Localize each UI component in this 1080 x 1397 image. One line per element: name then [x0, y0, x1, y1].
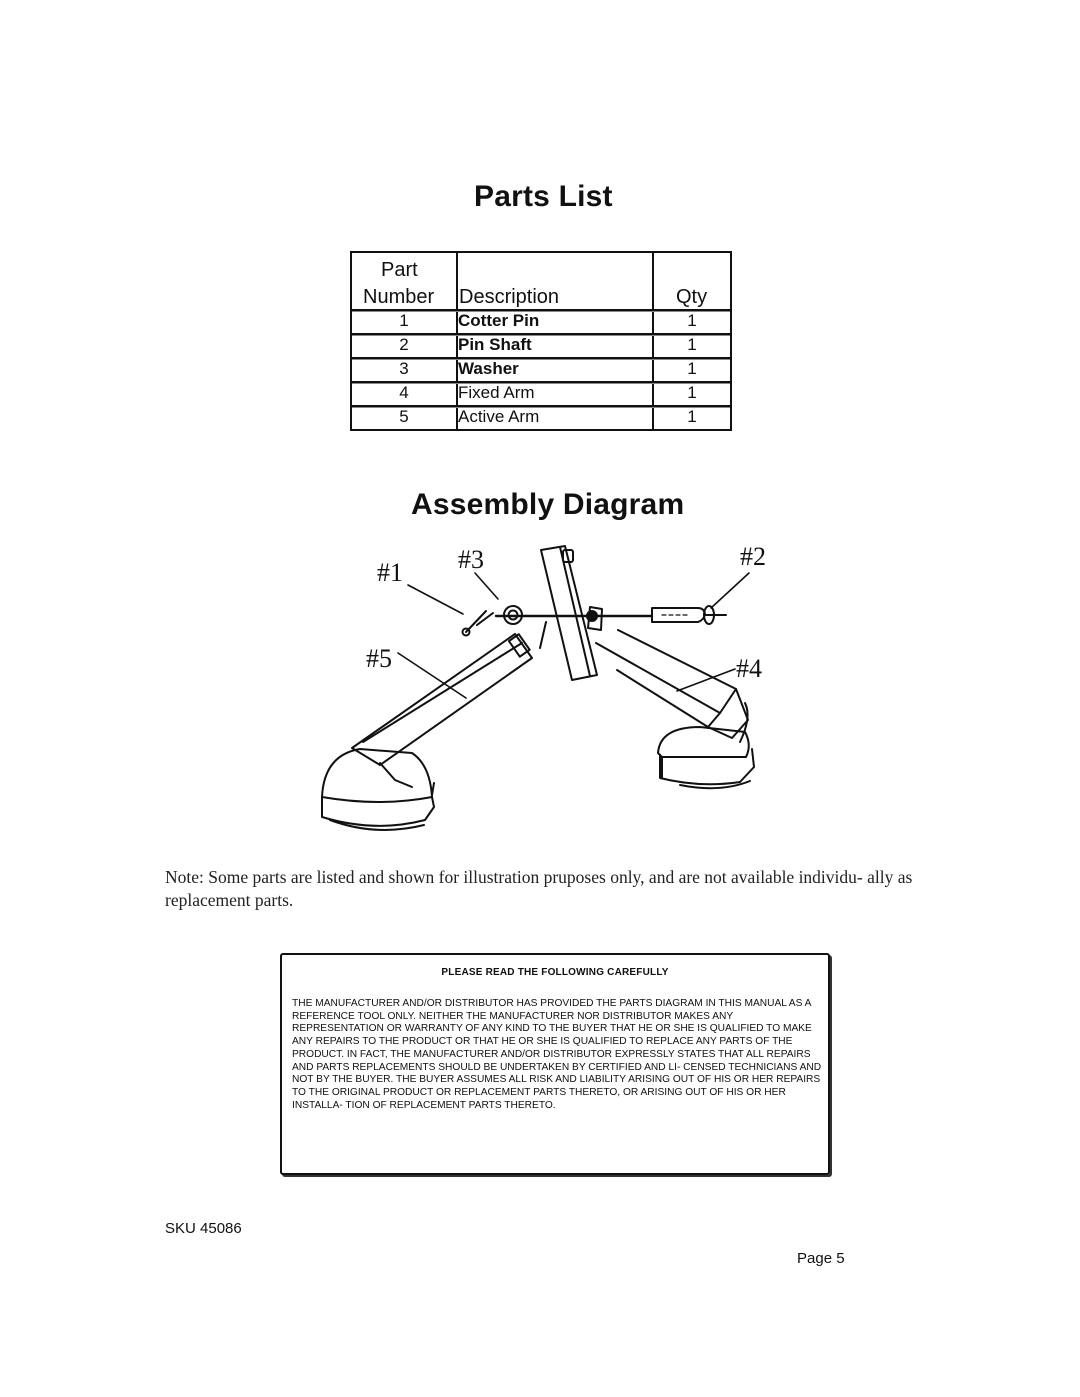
row-description: Washer [458, 359, 519, 378]
header-part: Part [381, 259, 418, 281]
callout-4: #4 [736, 654, 762, 683]
note-text: Note: Some parts are listed and shown for illustration pruposes only, and are not available individu- ally as replacement parts. [165, 867, 913, 910]
fixed-arm [541, 546, 754, 788]
row-qty: 1 [687, 383, 697, 402]
row-description: Cotter Pin [458, 311, 540, 330]
row-qty: 1 [687, 335, 697, 354]
assembly-diagram [300, 535, 800, 845]
row-qty: 1 [687, 311, 697, 330]
parts-list-title: Parts List [474, 180, 613, 213]
disclaimer-body: THE MANUFACTURER AND/OR DISTRIBUTOR HAS PROVIDED THE PARTS DIAGRAM IN THIS MANUAL AS A REFERENCE TOOL ONLY. NEITHER THE MANUFACTURER NOR DISTRIBUTOR MAKES ANY REPRESENTATION OR WARRANTY OF ANY KIND TO THE BUYER THAT HE OR SHE IS QUALIFIED TO MAKE ANY REPAIRS TO THE PRODUCT OR THAT HE OR SHE IS QUALIFIED TO REPLACE ANY PARTS OF THE PRODUCT. IN FACT, THE MANUFACTURER AND/OR DISTRIBUTOR EXPRESSLY STATES THAT ALL REPAIRS AND PARTS REPLACEMENTS SHOULD BE UNDERTAKEN BY CERTIFIED AND LI- CENSED TECHNICIANS AND NOT BY THE BUYER. THE BUYER ASSUMES ALL RISK AND LIABILITY ARISING OUT OF HIS OR HER REPAIRS TO THE ORIGINAL PRODUCT OR REPLACEMENT PARTS THERETO, OR ARISING OUT OF HIS OR HER INSTALLA- TION OF REPLACEMENT PARTS THERETO. [292, 998, 822, 1111]
disclaimer-title: PLEASE READ THE FOLLOWING CAREFULLY [441, 967, 669, 978]
header-number: Number [363, 286, 435, 308]
pin-shaft [652, 606, 726, 624]
callout-5: #5 [366, 644, 392, 673]
row-qty: 1 [687, 407, 697, 426]
callout-labels [366, 542, 766, 683]
row-description: Fixed Arm [458, 383, 535, 402]
row-qty: 1 [687, 359, 697, 378]
row-description: Active Arm [458, 407, 540, 426]
row-number: 2 [399, 335, 409, 354]
parts-table [350, 251, 732, 431]
header-qty: Qty [676, 286, 708, 308]
row-number: 1 [399, 311, 409, 330]
cotter-pin [463, 611, 494, 636]
row-description: Pin Shaft [458, 335, 532, 354]
footer-sku: SKU 45086 [165, 1220, 242, 1237]
row-number: 5 [399, 407, 409, 426]
callout-1: #1 [377, 558, 403, 587]
disclaimer-box [280, 953, 830, 1175]
assembly-diagram-title: Assembly Diagram [411, 488, 685, 521]
footer-page-number: Page 5 [797, 1250, 845, 1267]
callout-3: #3 [458, 545, 484, 574]
row-number: 3 [399, 359, 409, 378]
header-description: Description [459, 286, 560, 308]
callout-2: #2 [740, 542, 766, 571]
active-arm [322, 622, 546, 830]
row-number: 4 [399, 383, 409, 402]
